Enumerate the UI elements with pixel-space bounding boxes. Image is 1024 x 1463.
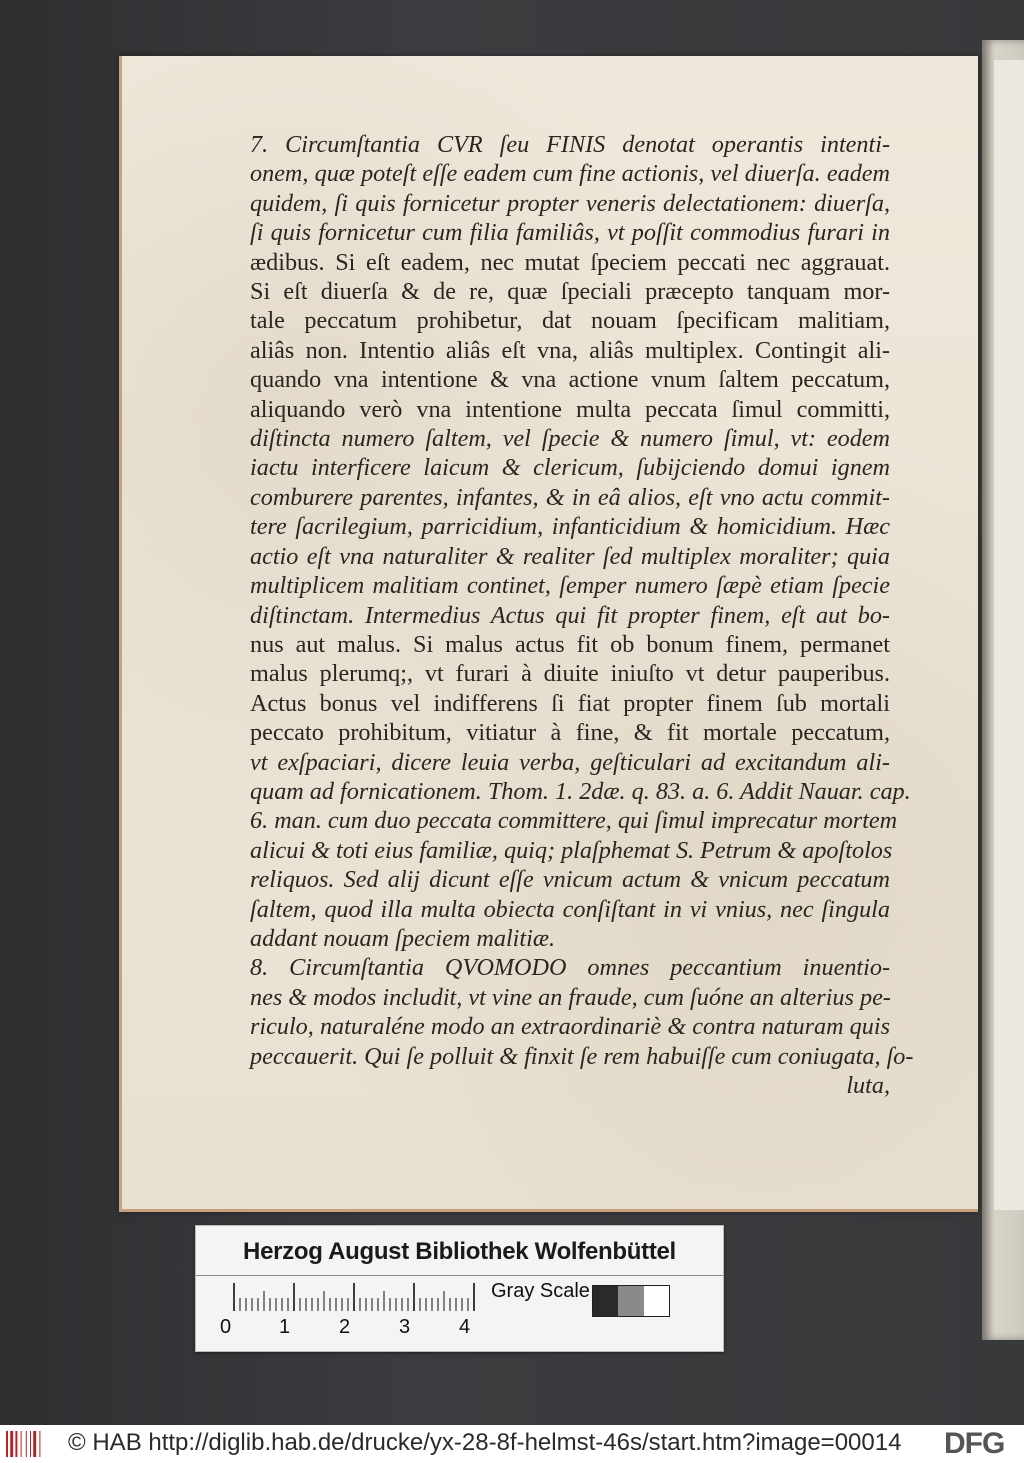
- gray-scale-label: Gray Scale: [491, 1280, 590, 1302]
- dfg-logo: DFG: [944, 1427, 1005, 1460]
- text-line: diſtinctam. Intermedius Actus qui fit propter finem, eſt aut bo-: [250, 601, 890, 629]
- barcode-bar: [30, 1431, 31, 1457]
- text-line: actio eſt vna naturaliter & realiter ſed multiplex moraliter; quia: [250, 542, 890, 570]
- ruler-ticks: [232, 1281, 477, 1311]
- barcode-bar: [15, 1431, 17, 1457]
- text-line: iactu interficere laicum & clericum, ſubijciendo domui ignem: [250, 454, 890, 482]
- barcode-bar: [10, 1431, 13, 1457]
- text-line: riculo, naturaléne modo an extraordinariè & contra naturam quis: [250, 1013, 890, 1041]
- text-line: tale peccatum prohibetur, dat nouam ſpecificam malitiam,: [250, 307, 890, 335]
- barcode-bar: [33, 1431, 36, 1457]
- text-line: tere ſacrilegium, parricidium, infanticidium & homicidium. Hæc: [250, 513, 890, 541]
- text-line: alicui & toti eius familiæ, quiq; plaſphemat S. Petrum & apoſtolos: [250, 836, 893, 864]
- text-line: ædibus. Si eſt eadem, nec mutat ſpeciem peccati nec aggrauat.: [250, 248, 890, 276]
- text-line: aliquando verò vna intentione multa peccata ſimul committi,: [250, 395, 890, 423]
- text-line: Si eſt diuerſa & de re, quæ ſpeciali præcepto tanquam mor-: [250, 278, 890, 306]
- text-line: nes & modos includit, vt vine an fraude, cum ſuóne an alterius pe-: [250, 983, 891, 1011]
- text-line: reliquos. Sed alij dicunt eſſe vnicum actum & vnicum peccatum: [250, 866, 890, 894]
- gray-patch: [593, 1286, 618, 1316]
- gray-patch: [644, 1286, 669, 1316]
- text-line: multiplicem malitiam continet, ſemper numero ſæpè etiam ſpecie: [250, 572, 890, 600]
- text-line: 7. Circumſtantia CVR ſeu FINIS denotat operantis intenti-: [250, 131, 890, 158]
- text-line: 6. man. cum duo peccata committere, qui ſimul imprecatur mortem: [250, 807, 898, 835]
- adjacent-page-inner: [994, 60, 1024, 1210]
- gray-scale-patches: [592, 1285, 670, 1317]
- barcode-icon: [6, 1431, 48, 1457]
- barcode-bar: [6, 1431, 8, 1457]
- ruler-numbers: [220, 1316, 490, 1340]
- source-url[interactable]: © HAB http://diglib.hab.de/drucke/yx-28-8f-helmst-46s/start.htm?image=00014: [68, 1429, 902, 1456]
- text-line: 8. Circumſtantia QVOMODO omnes peccantium inuentio-: [250, 954, 890, 982]
- text-line: quam ad fornicationem. Thom. 1. 2dæ. q. 83. a. 6. Addit Nauar. cap.: [250, 777, 911, 805]
- ruler-number: 4: [459, 1316, 471, 1338]
- color-ruler-card: [195, 1225, 724, 1352]
- text-line: peccato prohibitum, vitiatur à fine, & fit mortale peccatum,: [250, 719, 890, 747]
- ruler-divider: [196, 1275, 723, 1276]
- gray-patch: [618, 1286, 643, 1316]
- ruler-number: 0: [220, 1316, 232, 1338]
- text-line: luta,: [846, 1072, 890, 1099]
- text-line: malus plerumq;, vt furari à diuite iniuſto vt detur pauperibus.: [250, 660, 890, 688]
- text-line: ſaltem, quod illa multa obiecta conſiſtant in vi vnius, nec ſingula: [250, 895, 890, 923]
- footer-bar: [0, 1425, 1024, 1463]
- ruler-number: 3: [399, 1316, 411, 1338]
- page-text: [250, 130, 914, 1100]
- text-line: peccauerit. Qui ſe polluit & finxit ſe rem habuiſſe cum coniugata, ſo-: [250, 1042, 914, 1070]
- ruler-number: 2: [339, 1316, 351, 1338]
- text-line: ſi quis fornicetur cum filia familiâs, vt poſſit commodius furari in: [250, 219, 890, 247]
- text-line: comburere parentes, infantes, & in eâ alios, eſt vno actu commit-: [250, 483, 890, 511]
- text-line: aliâs non. Intentio aliâs eſt vna, aliâs multiplex. Contingit ali-: [250, 336, 890, 364]
- text-line: diſtincta numero ſaltem, vel ſpecie & numero ſimul, vt: eodem: [250, 425, 890, 453]
- text-line: nus aut malus. Si malus actus fit ob bonum finem, permanet: [250, 630, 890, 658]
- text-line: quidem, ſi quis fornicetur propter veneris delectationem: diuerſa,: [250, 189, 890, 217]
- barcode-bar: [39, 1431, 40, 1457]
- text-line: quando vna intentione & vna actione vnum ſaltem peccatum,: [250, 366, 890, 394]
- text-line: Actus bonus vel indifferens ſi fiat propter finem ſub mortali: [250, 689, 890, 717]
- text-line: addant nouam ſpeciem malitiæ.: [250, 924, 556, 952]
- ruler-number: 1: [279, 1316, 291, 1338]
- library-title: Herzog August Bibliothek Wolfenbüttel: [243, 1238, 676, 1265]
- text-line: onem, quæ poteſt eſſe eadem cum fine actionis, vel diuerſa. eadem: [250, 160, 890, 188]
- text-line: vt exſpaciari, dicere leuia verba, geſticulari ad excitandum ali-: [250, 748, 890, 776]
- barcode-bar: [21, 1431, 22, 1457]
- barcode-bar: [26, 1431, 27, 1457]
